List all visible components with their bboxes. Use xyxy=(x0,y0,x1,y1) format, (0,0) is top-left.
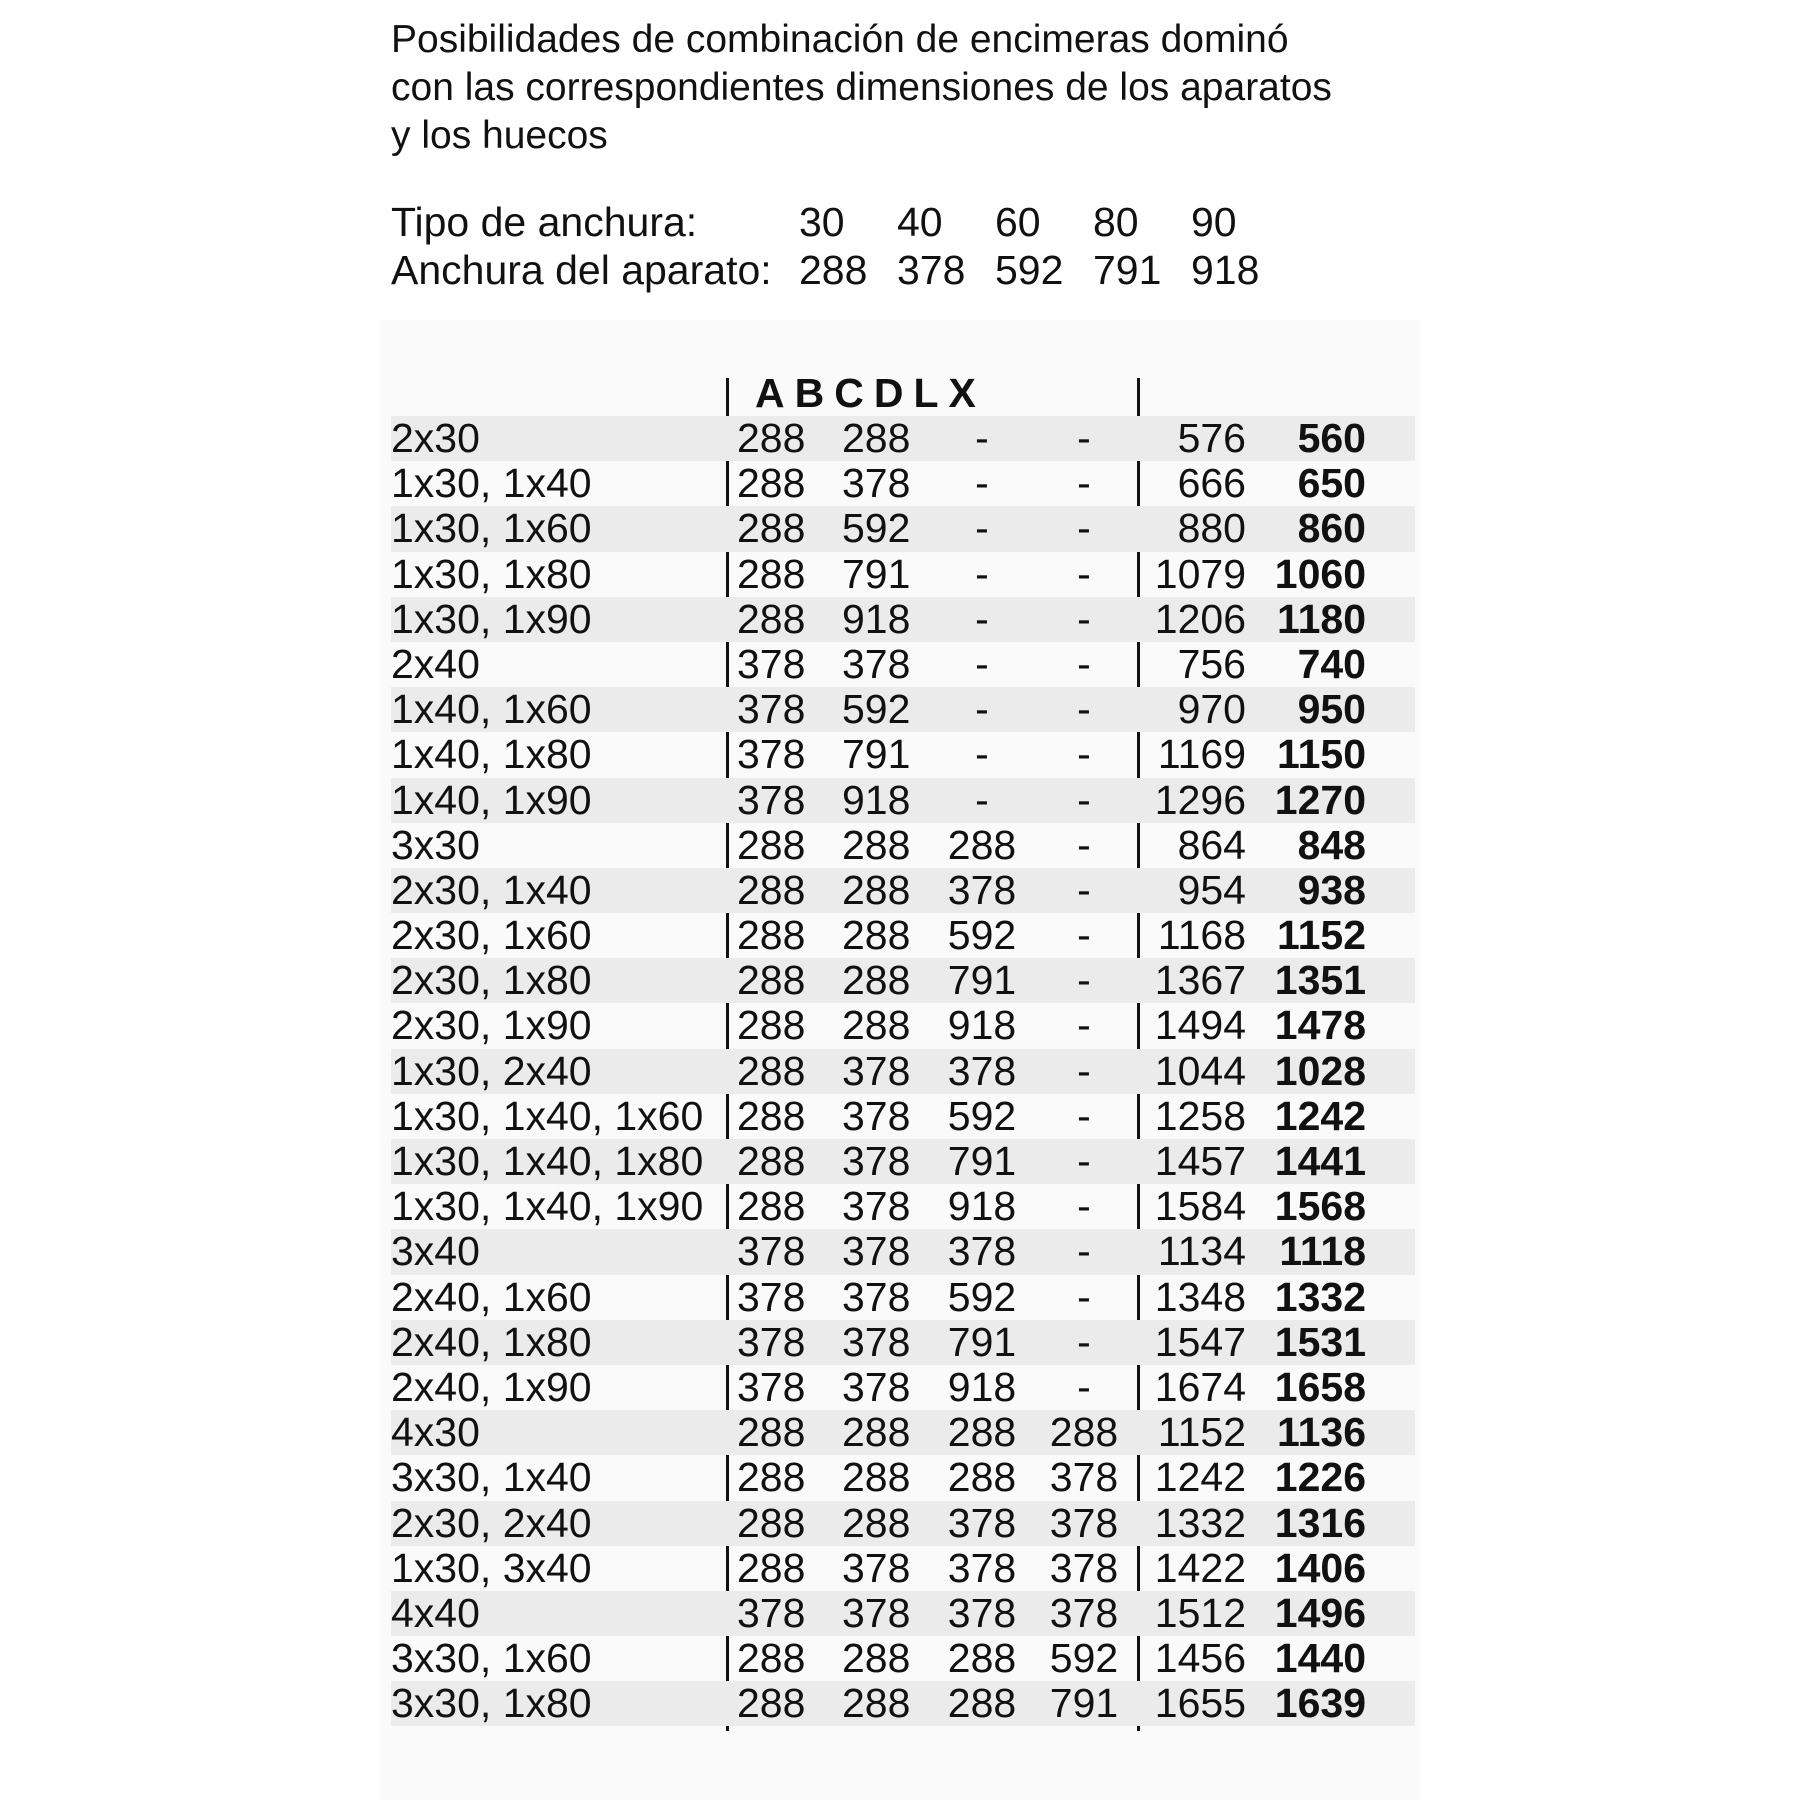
combination-cell: 2x30, 1x40 xyxy=(391,866,592,913)
device-b-cell: 378 xyxy=(842,1138,911,1184)
device-c-cell: 918 xyxy=(947,1183,1017,1230)
device-c-cell: 288 xyxy=(947,1635,1017,1682)
device-b-cell: 288 xyxy=(842,415,911,461)
header-l: L xyxy=(913,370,939,416)
cutout-width-cell: 1152 xyxy=(1277,912,1366,959)
device-a-cell: 288 xyxy=(737,1635,806,1682)
total-width-cell: 1422 xyxy=(1154,1544,1246,1591)
table-row xyxy=(391,913,1415,958)
device-b-cell: 378 xyxy=(842,460,911,507)
combination-cell: 1x40, 1x60 xyxy=(391,686,592,733)
total-width-cell: 666 xyxy=(1177,460,1246,507)
cutout-width-cell: 1496 xyxy=(1274,1589,1366,1636)
device-d-cell: 378 xyxy=(1049,1454,1119,1501)
header-b: B xyxy=(794,370,825,416)
table-row xyxy=(391,868,1415,913)
device-a-cell: 378 xyxy=(737,1273,806,1320)
device-a-cell: 378 xyxy=(737,640,806,687)
device-a-cell: 288 xyxy=(737,460,806,507)
device-c-cell: - xyxy=(975,595,989,642)
device-b-cell: 288 xyxy=(842,1680,911,1727)
total-width-cell: 1494 xyxy=(1154,1002,1246,1049)
device-b-cell: 288 xyxy=(842,821,911,868)
device-d-cell: 378 xyxy=(1049,1544,1119,1591)
device-c-cell: - xyxy=(975,550,989,597)
device-a-cell: 288 xyxy=(737,595,806,642)
device-b-cell: 592 xyxy=(842,505,911,552)
width-type-value: 40 xyxy=(897,199,943,245)
table-row xyxy=(391,1049,1415,1094)
device-d-cell: 791 xyxy=(1049,1680,1119,1727)
combination-table xyxy=(391,416,1415,1726)
table-row xyxy=(391,778,1415,823)
cutout-width-cell: 1226 xyxy=(1274,1454,1366,1501)
device-d-cell: - xyxy=(1077,1363,1091,1410)
device-a-cell: 288 xyxy=(737,1092,806,1139)
table-row xyxy=(391,1455,1415,1500)
device-d-cell: - xyxy=(1077,1183,1091,1230)
cutout-width-cell: 1478 xyxy=(1274,1002,1366,1049)
page-title xyxy=(391,16,1332,160)
device-c-cell: - xyxy=(975,415,989,461)
device-a-cell: 288 xyxy=(737,550,806,597)
cutout-width-cell: 1060 xyxy=(1274,550,1366,597)
device-a-cell: 288 xyxy=(737,505,806,552)
header-d: D xyxy=(873,370,904,416)
device-a-cell: 378 xyxy=(737,731,806,778)
total-width-cell: 1152 xyxy=(1157,1409,1246,1456)
combination-cell: 1x30, 3x40 xyxy=(391,1544,592,1591)
table-row xyxy=(391,506,1415,551)
device-b-cell: 378 xyxy=(842,1273,911,1320)
device-b-cell: 288 xyxy=(842,1635,911,1682)
device-d-cell: - xyxy=(1077,640,1091,687)
cutout-width-cell: 1180 xyxy=(1277,595,1366,642)
total-width-cell: 1655 xyxy=(1154,1680,1246,1727)
device-d-cell: 378 xyxy=(1049,1589,1119,1636)
total-width-cell: 1169 xyxy=(1157,731,1246,778)
device-a-cell: 288 xyxy=(737,866,806,913)
device-d-cell: - xyxy=(1077,957,1091,1004)
width-type-label: Tipo de anchura: xyxy=(391,199,698,245)
total-width-cell: 970 xyxy=(1177,686,1246,733)
device-a-cell: 288 xyxy=(737,1002,806,1049)
device-c-cell: 791 xyxy=(947,1138,1017,1184)
device-a-cell: 378 xyxy=(737,1228,806,1275)
total-width-cell: 756 xyxy=(1177,640,1246,687)
width-type-value: 90 xyxy=(1191,199,1237,245)
combination-cell: 2x30, 1x80 xyxy=(391,957,592,1004)
combination-cell: 1x30, 1x80 xyxy=(391,550,592,597)
cutout-width-cell: 740 xyxy=(1297,640,1366,687)
device-b-cell: 592 xyxy=(842,686,911,733)
combination-cell: 2x40 xyxy=(391,640,480,687)
device-width-value: 791 xyxy=(1093,247,1162,293)
device-d-cell: - xyxy=(1077,415,1091,461)
device-c-cell: 378 xyxy=(947,1047,1017,1094)
device-b-cell: 288 xyxy=(842,1454,911,1501)
device-d-cell: - xyxy=(1077,1228,1091,1275)
table-row xyxy=(391,552,1415,597)
device-d-cell: - xyxy=(1077,776,1091,823)
cutout-width-cell: 1639 xyxy=(1274,1680,1366,1727)
device-width-label: Anchura del aparato: xyxy=(391,247,772,293)
cutout-width-cell: 860 xyxy=(1297,505,1366,552)
device-c-cell: 592 xyxy=(947,1092,1017,1139)
device-a-cell: 378 xyxy=(737,686,806,733)
device-a-cell: 288 xyxy=(737,1183,806,1230)
device-a-cell: 288 xyxy=(737,1544,806,1591)
device-a-cell: 288 xyxy=(737,1409,806,1456)
title-line-1: Posibilidades de combinación de encimeras dominó xyxy=(391,18,1289,61)
device-b-cell: 288 xyxy=(842,1409,911,1456)
table-row xyxy=(391,1003,1415,1048)
combination-cell: 2x40, 1x80 xyxy=(391,1318,592,1365)
device-c-cell: - xyxy=(975,686,989,733)
device-c-cell: 288 xyxy=(947,821,1017,868)
table-row xyxy=(391,732,1415,777)
combination-cell: 1x30, 1x60 xyxy=(391,505,592,552)
total-width-cell: 1258 xyxy=(1154,1092,1246,1139)
total-width-cell: 1547 xyxy=(1154,1318,1246,1365)
table-row xyxy=(391,1681,1415,1726)
device-d-cell: - xyxy=(1077,731,1091,778)
combination-cell: 1x30, 1x90 xyxy=(391,595,592,642)
device-c-cell: 918 xyxy=(947,1363,1017,1410)
combination-cell: 4x40 xyxy=(391,1589,480,1636)
cutout-width-cell: 1118 xyxy=(1279,1228,1366,1275)
header-x: X xyxy=(948,370,976,416)
combination-cell: 2x30, 1x60 xyxy=(391,912,592,959)
device-c-cell: 378 xyxy=(947,1589,1017,1636)
combination-cell: 3x30, 1x60 xyxy=(391,1635,592,1682)
combination-cell: 3x30, 1x80 xyxy=(391,1680,592,1727)
device-width-value: 918 xyxy=(1191,247,1260,293)
total-width-cell: 576 xyxy=(1177,415,1246,461)
cutout-width-cell: 560 xyxy=(1297,415,1366,461)
device-c-cell: 592 xyxy=(947,912,1017,959)
combination-cell: 2x40, 1x60 xyxy=(391,1273,592,1320)
device-c-cell: 918 xyxy=(947,1002,1017,1049)
device-d-cell: - xyxy=(1077,1318,1091,1365)
total-width-cell: 1206 xyxy=(1154,595,1246,642)
device-width-value: 378 xyxy=(897,247,966,293)
total-width-cell: 954 xyxy=(1177,866,1246,913)
total-width-cell: 1296 xyxy=(1154,776,1246,823)
total-width-cell: 1512 xyxy=(1154,1589,1246,1636)
device-b-cell: 378 xyxy=(842,1228,911,1275)
device-d-cell: - xyxy=(1077,821,1091,868)
total-width-cell: 1367 xyxy=(1154,957,1246,1004)
combination-cell: 1x40, 1x80 xyxy=(391,731,592,778)
column-headers xyxy=(755,370,986,417)
device-b-cell: 378 xyxy=(842,640,911,687)
table-row xyxy=(391,1501,1415,1546)
cutout-width-cell: 1150 xyxy=(1277,731,1366,778)
device-b-cell: 378 xyxy=(842,1544,911,1591)
total-width-cell: 1457 xyxy=(1154,1138,1246,1184)
device-d-cell: - xyxy=(1077,1002,1091,1049)
combination-cell: 2x30 xyxy=(391,415,480,461)
device-b-cell: 378 xyxy=(842,1318,911,1365)
device-a-cell: 288 xyxy=(737,1138,806,1184)
cutout-width-cell: 1658 xyxy=(1274,1363,1366,1410)
total-width-cell: 1674 xyxy=(1154,1363,1246,1410)
combination-cell: 1x30, 1x40 xyxy=(391,460,592,507)
table-row xyxy=(391,1275,1415,1320)
device-a-cell: 288 xyxy=(737,957,806,1004)
width-type-value: 60 xyxy=(995,199,1041,245)
cutout-width-cell: 1332 xyxy=(1274,1273,1366,1320)
device-c-cell: 378 xyxy=(947,1499,1017,1546)
device-d-cell: - xyxy=(1077,460,1091,507)
total-width-cell: 1044 xyxy=(1154,1047,1246,1094)
device-d-cell: - xyxy=(1077,866,1091,913)
table-row xyxy=(391,1591,1415,1636)
device-c-cell: - xyxy=(975,640,989,687)
cutout-width-cell: 1028 xyxy=(1274,1047,1366,1094)
table-row xyxy=(391,958,1415,1003)
device-width-value: 592 xyxy=(995,247,1064,293)
device-c-cell: - xyxy=(975,460,989,507)
table-row xyxy=(391,461,1415,506)
total-width-cell: 1242 xyxy=(1154,1454,1246,1501)
cutout-width-cell: 848 xyxy=(1297,821,1366,868)
device-a-cell: 378 xyxy=(737,1318,806,1365)
device-c-cell: - xyxy=(975,505,989,552)
total-width-cell: 864 xyxy=(1177,821,1246,868)
device-width-value: 288 xyxy=(799,247,868,293)
width-type-value: 30 xyxy=(799,199,845,245)
combination-cell: 2x30, 2x40 xyxy=(391,1499,592,1546)
device-c-cell: 288 xyxy=(947,1409,1017,1456)
combination-cell: 3x40 xyxy=(391,1228,480,1275)
device-a-cell: 378 xyxy=(737,776,806,823)
device-b-cell: 288 xyxy=(842,912,911,959)
cutout-width-cell: 1270 xyxy=(1274,776,1366,823)
combination-cell: 1x40, 1x90 xyxy=(391,776,592,823)
device-b-cell: 378 xyxy=(842,1047,911,1094)
table-row xyxy=(391,1320,1415,1365)
device-a-cell: 288 xyxy=(737,1454,806,1501)
total-width-cell: 880 xyxy=(1177,505,1246,552)
device-d-cell: - xyxy=(1077,1273,1091,1320)
combination-cell: 4x30 xyxy=(391,1409,480,1456)
device-d-cell: - xyxy=(1077,505,1091,552)
device-b-cell: 791 xyxy=(842,731,911,778)
device-d-cell: - xyxy=(1077,1092,1091,1139)
cutout-width-cell: 950 xyxy=(1297,686,1366,733)
cutout-width-cell: 938 xyxy=(1297,866,1366,913)
title-line-3: y los huecos xyxy=(391,114,608,157)
device-a-cell: 288 xyxy=(737,1499,806,1546)
device-c-cell: 791 xyxy=(947,1318,1017,1365)
device-d-cell: - xyxy=(1077,595,1091,642)
cutout-width-cell: 1568 xyxy=(1274,1183,1366,1230)
device-b-cell: 918 xyxy=(842,776,911,823)
device-b-cell: 288 xyxy=(842,1002,911,1049)
device-a-cell: 288 xyxy=(737,821,806,868)
combination-cell: 3x30, 1x40 xyxy=(391,1454,592,1501)
device-c-cell: - xyxy=(975,731,989,778)
combination-cell: 1x30, 1x40, 1x80 xyxy=(391,1138,704,1184)
table-row xyxy=(391,1365,1415,1410)
device-b-cell: 288 xyxy=(842,957,911,1004)
device-a-cell: 378 xyxy=(737,1589,806,1636)
total-width-cell: 1134 xyxy=(1157,1228,1246,1275)
table-row xyxy=(391,416,1415,461)
combination-cell: 3x30 xyxy=(391,821,480,868)
table-row xyxy=(391,597,1415,642)
device-c-cell: 378 xyxy=(947,1544,1017,1591)
table-row xyxy=(391,823,1415,868)
device-c-cell: 592 xyxy=(947,1273,1017,1320)
cutout-width-cell: 1316 xyxy=(1274,1499,1366,1546)
device-d-cell: 592 xyxy=(1049,1635,1119,1682)
total-width-cell: 1079 xyxy=(1154,550,1246,597)
cutout-width-cell: 1440 xyxy=(1274,1635,1366,1682)
header-c: C xyxy=(834,370,864,416)
table-row xyxy=(391,1229,1415,1274)
device-b-cell: 791 xyxy=(842,550,911,597)
device-c-cell: 288 xyxy=(947,1680,1017,1727)
table-row xyxy=(391,1546,1415,1591)
device-a-cell: 288 xyxy=(737,912,806,959)
combination-cell: 1x30, 2x40 xyxy=(391,1047,592,1094)
device-b-cell: 378 xyxy=(842,1092,911,1139)
title-line-2: con las correspondientes dimensiones de los aparatos xyxy=(391,66,1332,109)
device-b-cell: 288 xyxy=(842,1499,911,1546)
cutout-width-cell: 1136 xyxy=(1277,1409,1366,1456)
device-a-cell: 288 xyxy=(737,415,806,461)
device-c-cell: 288 xyxy=(947,1454,1017,1501)
cutout-width-cell: 1242 xyxy=(1274,1092,1366,1139)
device-b-cell: 288 xyxy=(842,866,911,913)
device-d-cell: - xyxy=(1077,686,1091,733)
combination-cell: 1x30, 1x40, 1x60 xyxy=(391,1092,704,1139)
combination-cell: 2x40, 1x90 xyxy=(391,1363,592,1410)
device-a-cell: 288 xyxy=(737,1680,806,1727)
table-row xyxy=(391,1410,1415,1455)
total-width-cell: 1456 xyxy=(1154,1635,1246,1682)
total-width-cell: 1332 xyxy=(1154,1499,1246,1546)
device-d-cell: - xyxy=(1077,912,1091,959)
device-c-cell: - xyxy=(975,776,989,823)
combination-cell: 1x30, 1x40, 1x90 xyxy=(391,1183,704,1230)
device-d-cell: - xyxy=(1077,550,1091,597)
device-b-cell: 378 xyxy=(842,1183,911,1230)
device-b-cell: 378 xyxy=(842,1363,911,1410)
total-width-cell: 1348 xyxy=(1154,1273,1246,1320)
cutout-width-cell: 1351 xyxy=(1274,957,1366,1004)
device-a-cell: 378 xyxy=(737,1363,806,1410)
combination-cell: 2x30, 1x90 xyxy=(391,1002,592,1049)
table-row xyxy=(391,642,1415,687)
table-row xyxy=(391,1184,1415,1229)
device-a-cell: 288 xyxy=(737,1047,806,1094)
device-c-cell: 791 xyxy=(947,957,1017,1004)
total-width-cell: 1584 xyxy=(1154,1183,1246,1230)
cutout-width-cell: 1406 xyxy=(1274,1544,1366,1591)
device-b-cell: 378 xyxy=(842,1589,911,1636)
device-d-cell: - xyxy=(1077,1138,1091,1184)
total-width-cell: 1168 xyxy=(1157,912,1246,959)
device-b-cell: 918 xyxy=(842,595,911,642)
header-a: A xyxy=(755,370,785,416)
device-d-cell: - xyxy=(1077,1047,1091,1094)
table-row xyxy=(391,1139,1415,1184)
cutout-width-cell: 1441 xyxy=(1274,1138,1366,1184)
cutout-width-cell: 1531 xyxy=(1274,1318,1366,1365)
device-d-cell: 378 xyxy=(1049,1499,1119,1546)
table-row xyxy=(391,1094,1415,1139)
table-row xyxy=(391,1636,1415,1681)
device-d-cell: 288 xyxy=(1049,1409,1119,1456)
table-row xyxy=(391,687,1415,732)
device-c-cell: 378 xyxy=(947,866,1017,913)
cutout-width-cell: 650 xyxy=(1297,460,1366,507)
device-c-cell: 378 xyxy=(947,1228,1017,1275)
width-type-value: 80 xyxy=(1093,199,1139,245)
